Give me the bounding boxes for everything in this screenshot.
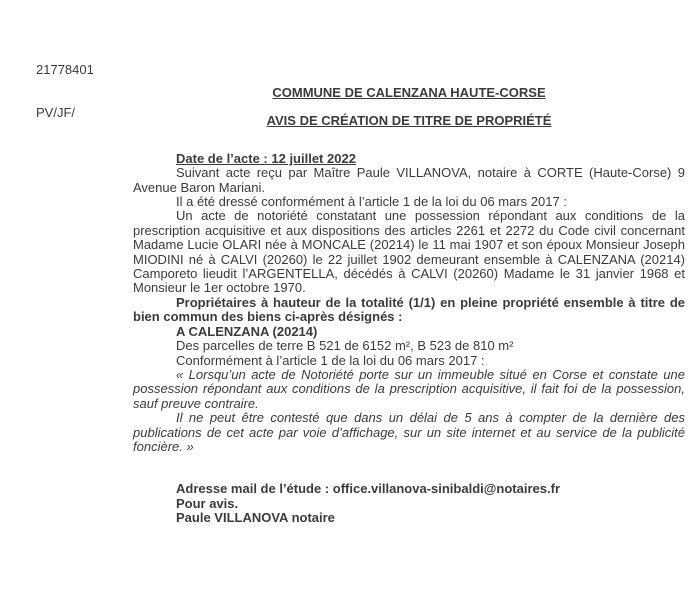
quote-law-part1: « Lorsqu’un acte de Notoriété porte sur un immeuble situé en Corse et constate une possession répondant aux conditions de la prescription acquisitive, il fait foi de la possession, sauf preuve contraire. <box>133 366 685 411</box>
paragraph-dresse: Il a été dressé conformément à l’article 1 de la loi du 06 mars 2017 : <box>176 194 567 210</box>
line-commune-calenzana: A CALENZANA (20214) <box>176 323 318 339</box>
line-conformement: Conformément à l’article 1 de la loi du 06 mars 2017 : <box>176 352 485 368</box>
paragraph-acte-notoriete: Un acte de notoriété constatant une possession répondant aux conditions de la prescription acquisitive et aux dispositions des articles 2261 et 2272 du Code civil concernant Madame Lucie OLARI née à MONCALE (20214) le 11 mai 1907 et son époux Monsieur Joseph MIODINI né à CALVI (20260) le 22 juillet 1902 demeurant ensemble à CALENZANA (20214) Camporeto lieudit l’ARGENTELLA, décédés à CALVI (20260) Madame le 31 janvier 1968 et Monsieur le 1er octobre 1970. <box>133 208 685 296</box>
notice-content <box>133 86 685 526</box>
line-parcelles: Des parcelles de terre B 521 de 6152 m², B 523 de 810 m² <box>176 338 514 354</box>
pour-avis-line: Pour avis. <box>176 495 239 511</box>
study-email-line: Adresse mail de l’étude : office.villanova-sinibaldi@notaires.fr <box>176 481 561 497</box>
acte-date-line: Date de l’acte : 12 juillet 2022 <box>176 150 356 166</box>
quote-law-part2: Il ne peut être contesté que dans un délai de 5 ans à compter de la dernière des publications de cet acte par voie d’affichage, sur un site internet et au service de la publicité foncière. » <box>133 410 685 454</box>
paragraph-proprietaires: Propriétaires à hauteur de la totalité (1/1) en pleine propriété ensemble à titre de bien commun des biens ci-après désignés : <box>133 294 685 325</box>
signature-block <box>176 482 685 525</box>
dossier-number: 21778401 <box>36 61 94 77</box>
commune-title: COMMUNE DE CALENZANA HAUTE-CORSE <box>272 85 546 100</box>
reference-block <box>36 34 94 149</box>
notaire-signature: Paule VILLANOVA notaire <box>176 510 335 526</box>
avis-title: AVIS DE CRÉATION DE TITRE DE PROPRIÉTÉ <box>266 113 552 129</box>
file-initials: PV/JF/ <box>36 105 76 121</box>
paragraph-notaire: Suivant acte reçu par Maître Paule VILLANOVA, notaire à CORTE (Haute-Corse) 9 Avenue Baron Mariani. <box>133 165 685 195</box>
